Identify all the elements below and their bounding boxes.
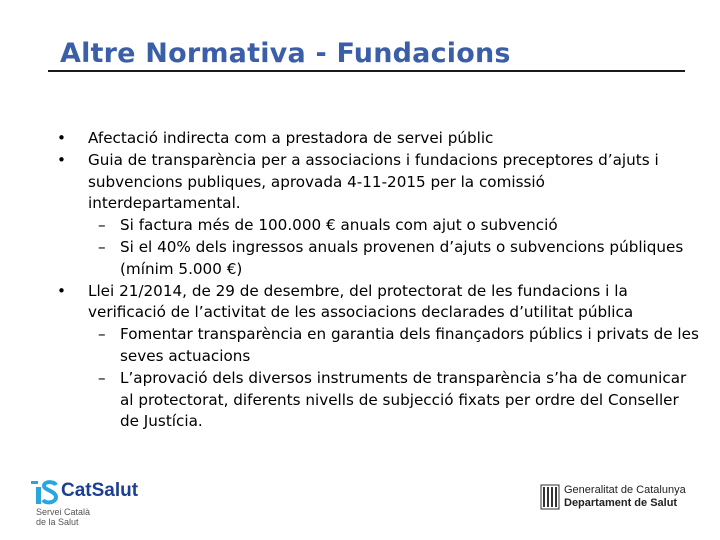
catsalut-subtitle: [36, 507, 90, 527]
dash-marker: –: [98, 325, 106, 344]
catsalut-logo-icon: [30, 478, 58, 506]
sub-bullet-text: Si factura més de 100.000 € anuals com ajut o subvenció: [120, 216, 558, 235]
department-name: Departament de Salut: [564, 497, 678, 509]
slide-title: Altre Normativa - Fundacions: [60, 38, 511, 69]
sub-bullet-text: Si el 40% dels ingressos anuals provenen d’ajuts o subvencions públiques (mínim 5.000 €): [120, 237, 684, 278]
sub-bullet-text: L’aprovació dels diversos instruments de transparència s’ha de comunicar al protectorat, diferents nivells de subjecció fixats per ordre del Conseller de Justícia.: [120, 368, 687, 431]
generalitat-emblem-icon: [540, 484, 560, 510]
bullet-marker: •: [57, 281, 66, 300]
sub-bullet-item-2-2: [60, 237, 700, 281]
catsalut-subtitle-line-1: Servei Català: [36, 507, 91, 517]
bullet-text: Llei 21/2014, de 29 de desembre, del protectorat de les fundacions i la verificació de l’activitat de les associacions declarades d’utilitat pública: [88, 281, 634, 322]
sub-bullet-text: Fomentar transparència en garantia dels finançadors públics i privats de les seves actuacions: [120, 325, 699, 365]
slide-content: [57, 128, 700, 433]
sub-bullet-item-2-1: [60, 215, 700, 237]
bullet-text: Afectació indirecta com a prestadora de servei públic: [88, 129, 494, 147]
bullet-item-3: [57, 281, 700, 325]
dash-marker: –: [98, 368, 106, 387]
sub-bullet-item-3-1: [60, 324, 700, 368]
dash-marker: –: [98, 216, 106, 235]
generalitat-text: [564, 484, 686, 510]
bullet-item-2: [57, 150, 700, 215]
title-underline: [48, 70, 685, 72]
dash-marker: –: [98, 237, 106, 256]
bullet-marker: •: [57, 150, 66, 169]
bullet-marker: •: [57, 129, 66, 147]
catsalut-subtitle-line-2: de la Salut: [36, 517, 79, 527]
bullet-text: Guia de transparència per a associacions i fundacions preceptores d’ajuts i subvencions publiques, aprovada 4-11-2015 per la comissió interdepartamental.: [88, 150, 659, 213]
sub-bullet-item-3-2: [60, 368, 700, 433]
catsalut-name: CatSalut: [61, 480, 139, 501]
bullet-item-1: [57, 128, 700, 150]
generalitat-name: Generalitat de Catalunya: [564, 484, 686, 496]
